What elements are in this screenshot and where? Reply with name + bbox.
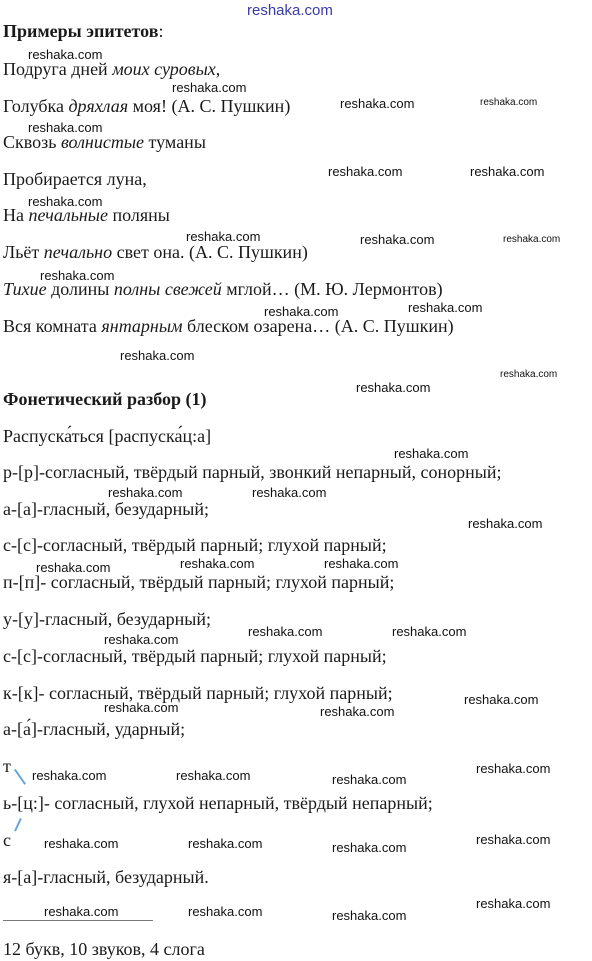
- phonetic-letter-line: у-[у]-гласный, безударный;: [3, 609, 212, 629]
- line-text: Голубка: [3, 96, 69, 116]
- phonetic-letter-line: т: [3, 756, 11, 776]
- watermark: reshaka.com: [44, 836, 119, 851]
- watermark: reshaka.com: [500, 369, 558, 380]
- phonetic-summary: 12 букв, 10 звуков, 4 слога: [3, 939, 205, 959]
- phonetic-letter-line: с-[с]-согласный, твёрдый парный; глухой парный;: [3, 535, 387, 555]
- pen-stroke: [14, 769, 26, 785]
- watermark: reshaka.com: [480, 97, 538, 108]
- phonetic-letter-line: п-[п]- согласный, твёрдый парный; глухой парный;: [3, 572, 395, 592]
- watermark: reshaka.com: [120, 348, 195, 363]
- watermark: reshaka.com: [394, 446, 469, 461]
- watermark: reshaka.com: [470, 164, 545, 179]
- watermark: reshaka.com: [108, 485, 183, 500]
- watermark: reshaka.com: [340, 96, 415, 111]
- watermark: reshaka.com: [464, 692, 539, 707]
- epithet-word: полны свежей: [113, 279, 222, 299]
- watermark: reshaka.com: [408, 300, 483, 315]
- watermark: reshaka.com: [176, 768, 251, 783]
- phonetic-letter-line: я-[а]-гласный, безударный.: [3, 867, 209, 887]
- phonetic-letter-line: р-[р]-согласный, твёрдый парный, звонкий непарный, сонорный;: [3, 462, 502, 482]
- epithet-line: [3, 168, 147, 190]
- line-text: Сквозь: [3, 132, 61, 152]
- phonetic-letter-line: с-[с]-согласный, твёрдый парный; глухой парный;: [3, 646, 387, 666]
- epithets-heading-colon: :: [158, 21, 164, 41]
- epithet-word: Тихие: [3, 279, 47, 299]
- phonetic-heading: Фонетический разбор (1): [3, 389, 207, 409]
- line-text: На: [3, 205, 29, 225]
- watermark: reshaka.com: [186, 229, 261, 244]
- line-text: долины: [46, 279, 114, 299]
- line-text: блеском озарена… (А. С. Пушкин): [182, 316, 454, 336]
- watermark: reshaka.com: [328, 164, 403, 179]
- line-text: Пробирается луна,: [3, 169, 147, 189]
- watermark: reshaka.com: [172, 80, 247, 95]
- line-text: мглой… (М. Ю. Лермонтов): [221, 279, 443, 299]
- phonetic-letter-line: а-[а]-гласный, безударный;: [3, 499, 209, 519]
- epithets-heading-text: Примеры эпитетов: [3, 21, 159, 41]
- epithet-word: печальные: [28, 205, 108, 225]
- watermark: reshaka.com: [28, 47, 103, 62]
- epithet-line: [3, 315, 454, 337]
- epithet-line: [3, 95, 290, 117]
- watermark: reshaka.com: [332, 772, 407, 787]
- watermark: reshaka.com: [252, 485, 327, 500]
- watermark: reshaka.com: [360, 232, 435, 247]
- phonetic-letter-line: к-[к]- согласный, твёрдый парный; глухой парный;: [3, 683, 393, 703]
- epithet-line: [3, 241, 308, 263]
- line-text: Вся комната: [3, 316, 102, 336]
- line-text: свет она. (А. С. Пушкин): [112, 242, 308, 262]
- watermark: reshaka.com: [44, 904, 119, 919]
- watermark: reshaka.com: [180, 556, 255, 571]
- watermark: reshaka.com: [332, 840, 407, 855]
- phonetic-letter-line: ь-[ц:]- согласный, глухой непарный, твёрдый непарный;: [3, 793, 433, 813]
- watermark: reshaka.com: [264, 304, 339, 319]
- watermark: reshaka.com: [188, 836, 263, 851]
- epithet-word: печально: [43, 242, 113, 262]
- phonetic-word-line: Распуска́ться [распуска́ц:а]: [3, 426, 212, 446]
- epithets-heading: [3, 20, 163, 42]
- watermark: reshaka.com: [392, 624, 467, 639]
- epithet-word: моих суровых: [112, 59, 216, 79]
- line-text: поляны: [108, 205, 170, 225]
- line-text: ,: [215, 59, 221, 79]
- watermark: reshaka.com: [320, 704, 395, 719]
- watermark: reshaka.com: [476, 761, 551, 776]
- watermark: reshaka.com: [28, 120, 103, 135]
- epithet-word: волнистые: [60, 132, 145, 152]
- watermark: reshaka.com: [40, 268, 115, 283]
- watermark: reshaka.com: [356, 380, 431, 395]
- watermark: reshaka.com: [36, 560, 111, 575]
- phonetic-letter-line: а-[а́]-гласный, ударный;: [3, 719, 186, 739]
- watermark: reshaka.com: [28, 194, 103, 209]
- epithet-word: янтарным: [101, 316, 183, 336]
- phonetic-letter-line: с: [3, 830, 11, 850]
- watermark: reshaka.com: [248, 624, 323, 639]
- watermark: reshaka.com: [324, 556, 399, 571]
- watermark-top: reshaka.com: [247, 2, 333, 19]
- line-text: моя! (А. С. Пушкин): [128, 96, 291, 116]
- watermark: reshaka.com: [503, 234, 561, 245]
- watermark: reshaka.com: [476, 832, 551, 847]
- watermark: reshaka.com: [332, 908, 407, 923]
- divider-line: [3, 920, 153, 921]
- watermark: reshaka.com: [476, 896, 551, 911]
- watermark: reshaka.com: [104, 632, 179, 647]
- line-text: Льёт: [3, 242, 44, 262]
- pen-stroke: [14, 818, 22, 832]
- line-text: туманы: [144, 132, 206, 152]
- watermark: reshaka.com: [32, 768, 107, 783]
- watermark: reshaka.com: [468, 516, 543, 531]
- watermark: reshaka.com: [188, 904, 263, 919]
- line-text: Подруга дней: [3, 59, 113, 79]
- watermark: reshaka.com: [104, 700, 179, 715]
- epithet-word: дряхлая: [68, 96, 129, 116]
